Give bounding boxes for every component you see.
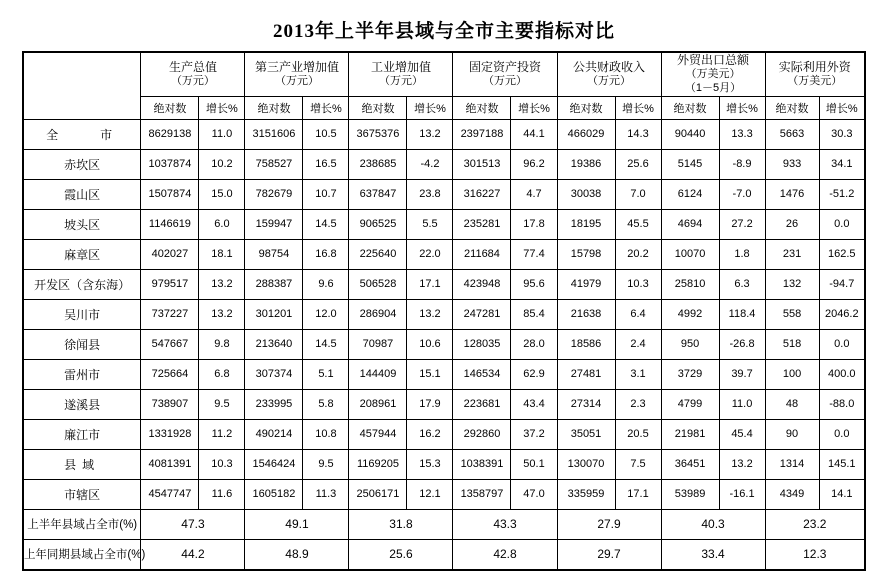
cell-absolute: 1146619 <box>141 209 199 239</box>
cell-growth: 14.3 <box>615 119 661 149</box>
cell-growth: 9.6 <box>303 269 349 299</box>
subheader-growth: 增长% <box>615 96 661 119</box>
summary-cell: 48.9 <box>245 539 349 570</box>
cell-growth: 22.0 <box>407 239 453 269</box>
table-row <box>23 479 865 509</box>
column-group-exports-name: 外贸出口总额 <box>677 53 750 67</box>
cell-growth: 2046.2 <box>819 299 865 329</box>
cell-absolute: 558 <box>765 299 819 329</box>
cell-absolute: 208961 <box>349 389 407 419</box>
column-group-industry-name: 工业增加值 <box>370 59 431 74</box>
column-group-exports <box>661 52 765 96</box>
cell-growth: 10.6 <box>407 329 453 359</box>
cell-absolute: 737227 <box>141 299 199 329</box>
cell-absolute: 25810 <box>661 269 719 299</box>
subheader-absolute: 绝对数 <box>661 96 719 119</box>
cell-absolute: 3675376 <box>349 119 407 149</box>
cell-absolute: 231 <box>765 239 819 269</box>
cell-growth: 0.0 <box>819 419 865 449</box>
cell-absolute: 1331928 <box>141 419 199 449</box>
table-row <box>23 359 865 389</box>
cell-absolute: 48 <box>765 389 819 419</box>
cell-absolute: 547667 <box>141 329 199 359</box>
cell-growth: 28.0 <box>511 329 557 359</box>
column-group-gdp-unit: （万元） <box>170 74 215 87</box>
cell-absolute: 933 <box>765 149 819 179</box>
cell-growth: -7.0 <box>719 179 765 209</box>
cell-absolute: 130070 <box>557 449 615 479</box>
cell-absolute: 235281 <box>453 209 511 239</box>
cell-absolute: 423948 <box>453 269 511 299</box>
cell-absolute: 132 <box>765 269 819 299</box>
cell-absolute: 36451 <box>661 449 719 479</box>
cell-absolute: 1169205 <box>349 449 407 479</box>
cell-growth: -94.7 <box>819 269 865 299</box>
cell-absolute: 286904 <box>349 299 407 329</box>
table-row <box>23 119 865 149</box>
summary-cell: 40.3 <box>661 509 765 539</box>
summary-cell: 43.3 <box>453 509 557 539</box>
cell-growth: 14.1 <box>819 479 865 509</box>
summary-row-label: 上半年县域占全市(%) <box>23 509 141 539</box>
column-group-fiscal-revenue-unit: （万元） <box>587 74 631 87</box>
cell-growth: 62.9 <box>511 359 557 389</box>
cell-growth: 5.8 <box>303 389 349 419</box>
cell-growth: 45.5 <box>615 209 661 239</box>
cell-growth: 12.0 <box>303 299 349 329</box>
cell-absolute: 53989 <box>661 479 719 509</box>
table-header <box>23 52 865 119</box>
cell-absolute: 225640 <box>349 239 407 269</box>
cell-absolute: 21638 <box>557 299 615 329</box>
cell-absolute: 725664 <box>141 359 199 389</box>
cell-absolute: 518 <box>765 329 819 359</box>
cell-absolute: 213640 <box>245 329 303 359</box>
column-group-tertiary <box>245 52 349 96</box>
cell-absolute: 1605182 <box>245 479 303 509</box>
cell-growth: 9.5 <box>303 449 349 479</box>
cell-growth: -51.2 <box>819 179 865 209</box>
cell-growth: 145.1 <box>819 449 865 479</box>
cell-absolute: 457944 <box>349 419 407 449</box>
cell-growth: 400.0 <box>819 359 865 389</box>
cell-growth: 14.5 <box>303 209 349 239</box>
column-group-exports-period: （1－5月） <box>684 81 742 94</box>
table-row <box>23 179 865 209</box>
cell-growth: 13.2 <box>407 119 453 149</box>
cell-absolute: 5145 <box>661 149 719 179</box>
summary-row <box>23 509 865 539</box>
column-group-fiscal-revenue-name: 公共财政收入 <box>573 59 646 74</box>
cell-growth: 162.5 <box>819 239 865 269</box>
cell-growth: 15.0 <box>199 179 245 209</box>
cell-growth: 5.5 <box>407 209 453 239</box>
cell-absolute: 35051 <box>557 419 615 449</box>
row-label: 赤坎区 <box>23 149 141 179</box>
cell-absolute: 1037874 <box>141 149 199 179</box>
row-label: 廉江市 <box>23 419 141 449</box>
summary-row <box>23 539 865 570</box>
cell-growth: 11.0 <box>199 119 245 149</box>
cell-growth: 7.0 <box>615 179 661 209</box>
cell-absolute: 2397188 <box>453 119 511 149</box>
table-row <box>23 449 865 479</box>
table-row <box>23 239 865 269</box>
cell-growth: 17.1 <box>407 269 453 299</box>
cell-growth: 10.3 <box>199 449 245 479</box>
summary-cell: 33.4 <box>661 539 765 570</box>
cell-growth: 11.3 <box>303 479 349 509</box>
cell-absolute: 466029 <box>557 119 615 149</box>
cell-growth: 10.7 <box>303 179 349 209</box>
cell-absolute: 10070 <box>661 239 719 269</box>
summary-cell: 31.8 <box>349 509 453 539</box>
cell-absolute: 402027 <box>141 239 199 269</box>
summary-cell: 49.1 <box>245 509 349 539</box>
cell-growth: 95.6 <box>511 269 557 299</box>
cell-growth: 6.8 <box>199 359 245 389</box>
cell-absolute: 128035 <box>453 329 511 359</box>
cell-growth: 39.7 <box>719 359 765 389</box>
row-label: 县域 <box>23 449 141 479</box>
cell-absolute: 30038 <box>557 179 615 209</box>
cell-growth: 18.1 <box>199 239 245 269</box>
cell-growth: 2.4 <box>615 329 661 359</box>
cell-absolute: 1507874 <box>141 179 199 209</box>
cell-growth: 10.3 <box>615 269 661 299</box>
cell-absolute: 292860 <box>453 419 511 449</box>
table-body <box>23 119 865 570</box>
cell-growth: 77.4 <box>511 239 557 269</box>
cell-absolute: 1038391 <box>453 449 511 479</box>
cell-absolute: 637847 <box>349 179 407 209</box>
cell-absolute: 223681 <box>453 389 511 419</box>
cell-absolute: 41979 <box>557 269 615 299</box>
cell-absolute: 5663 <box>765 119 819 149</box>
table-row <box>23 329 865 359</box>
cell-absolute: 8629138 <box>141 119 199 149</box>
cell-growth: 25.6 <box>615 149 661 179</box>
subheader-growth: 增长% <box>819 96 865 119</box>
summary-row-label: 上年同期县域占全市(%) <box>23 539 141 570</box>
cell-growth: 23.8 <box>407 179 453 209</box>
column-group-exports-unit: （万美元） <box>685 68 741 80</box>
cell-growth: 45.4 <box>719 419 765 449</box>
cell-growth: 10.2 <box>199 149 245 179</box>
cell-growth: -4.2 <box>407 149 453 179</box>
cell-growth: 0.0 <box>819 209 865 239</box>
column-group-industry-unit: （万元） <box>378 74 423 87</box>
cell-growth: 11.0 <box>719 389 765 419</box>
subheader-growth: 增长% <box>303 96 349 119</box>
column-group-gdp <box>141 52 245 96</box>
cell-growth: 13.2 <box>199 269 245 299</box>
cell-absolute: 490214 <box>245 419 303 449</box>
subheader-growth: 增长% <box>511 96 557 119</box>
column-group-fixed-investment-name: 固定资产投资 <box>468 59 541 74</box>
table-row <box>23 299 865 329</box>
column-group-fdi-unit: （万美元） <box>787 74 843 87</box>
cell-growth: 13.2 <box>719 449 765 479</box>
cell-absolute: 1314 <box>765 449 819 479</box>
cell-growth: 85.4 <box>511 299 557 329</box>
cell-growth: 20.5 <box>615 419 661 449</box>
cell-growth: 13.2 <box>407 299 453 329</box>
cell-growth: 27.2 <box>719 209 765 239</box>
subheader-absolute: 绝对数 <box>141 96 199 119</box>
cell-absolute: 238685 <box>349 149 407 179</box>
cell-growth: 20.2 <box>615 239 661 269</box>
cell-absolute: 506528 <box>349 269 407 299</box>
table-row <box>23 149 865 179</box>
column-group-fixed-investment-unit: （万元） <box>482 74 527 87</box>
column-group-tertiary-unit: （万元） <box>274 74 319 87</box>
cell-absolute: 4349 <box>765 479 819 509</box>
cell-growth: 11.6 <box>199 479 245 509</box>
cell-absolute: 233995 <box>245 389 303 419</box>
cell-absolute: 950 <box>661 329 719 359</box>
cell-growth: 17.8 <box>511 209 557 239</box>
cell-growth: 50.1 <box>511 449 557 479</box>
cell-growth: 3.1 <box>615 359 661 389</box>
sub-header-row <box>23 96 865 119</box>
cell-growth: -8.9 <box>719 149 765 179</box>
cell-absolute: 2506171 <box>349 479 407 509</box>
table-row <box>23 419 865 449</box>
cell-absolute: 159947 <box>245 209 303 239</box>
subheader-growth: 增长% <box>199 96 245 119</box>
cell-growth: 118.4 <box>719 299 765 329</box>
subheader-growth: 增长% <box>719 96 765 119</box>
cell-absolute: 18195 <box>557 209 615 239</box>
cell-absolute: 738907 <box>141 389 199 419</box>
table-row <box>23 209 865 239</box>
cell-growth: 13.2 <box>199 299 245 329</box>
cell-absolute: 27481 <box>557 359 615 389</box>
summary-cell: 29.7 <box>557 539 661 570</box>
summary-cell: 44.2 <box>141 539 245 570</box>
cell-absolute: 211684 <box>453 239 511 269</box>
cell-absolute: 90 <box>765 419 819 449</box>
cell-absolute: 3729 <box>661 359 719 389</box>
cell-growth: 37.2 <box>511 419 557 449</box>
cell-growth: 34.1 <box>819 149 865 179</box>
cell-absolute: 21981 <box>661 419 719 449</box>
row-label: 全 市 <box>23 119 141 149</box>
cell-growth: 6.3 <box>719 269 765 299</box>
row-label: 市辖区 <box>23 479 141 509</box>
cell-absolute: 90440 <box>661 119 719 149</box>
column-group-industry <box>349 52 453 96</box>
cell-absolute: 307374 <box>245 359 303 389</box>
row-label: 吴川市 <box>23 299 141 329</box>
cell-growth: 12.1 <box>407 479 453 509</box>
summary-cell: 12.3 <box>765 539 865 570</box>
cell-growth: 96.2 <box>511 149 557 179</box>
cell-absolute: 6124 <box>661 179 719 209</box>
cell-growth: 6.4 <box>615 299 661 329</box>
cell-absolute: 18586 <box>557 329 615 359</box>
cell-growth: 0.0 <box>819 329 865 359</box>
subheader-absolute: 绝对数 <box>245 96 303 119</box>
summary-cell: 25.6 <box>349 539 453 570</box>
cell-growth: 7.5 <box>615 449 661 479</box>
cell-growth: 15.1 <box>407 359 453 389</box>
row-label: 麻章区 <box>23 239 141 269</box>
cell-growth: 47.0 <box>511 479 557 509</box>
column-group-tertiary-name: 第三产业增加值 <box>254 59 339 74</box>
cell-growth: 5.1 <box>303 359 349 389</box>
cell-growth: 9.5 <box>199 389 245 419</box>
cell-absolute: 1476 <box>765 179 819 209</box>
indicator-comparison-table <box>22 51 866 571</box>
cell-absolute: 906525 <box>349 209 407 239</box>
summary-cell: 42.8 <box>453 539 557 570</box>
cell-growth: 16.5 <box>303 149 349 179</box>
cell-growth: 17.1 <box>615 479 661 509</box>
cell-absolute: 316227 <box>453 179 511 209</box>
cell-growth: 4.7 <box>511 179 557 209</box>
cell-growth: 10.8 <box>303 419 349 449</box>
header-corner <box>23 52 141 119</box>
cell-absolute: 26 <box>765 209 819 239</box>
cell-absolute: 4547747 <box>141 479 199 509</box>
cell-absolute: 758527 <box>245 149 303 179</box>
cell-absolute: 4694 <box>661 209 719 239</box>
column-group-fixed-investment <box>453 52 557 96</box>
cell-growth: 9.8 <box>199 329 245 359</box>
cell-absolute: 3151606 <box>245 119 303 149</box>
column-group-fdi <box>765 52 865 96</box>
cell-absolute: 27314 <box>557 389 615 419</box>
cell-growth: 44.1 <box>511 119 557 149</box>
summary-cell: 47.3 <box>141 509 245 539</box>
cell-growth: 14.5 <box>303 329 349 359</box>
cell-absolute: 301513 <box>453 149 511 179</box>
row-label: 雷州市 <box>23 359 141 389</box>
cell-growth: 10.5 <box>303 119 349 149</box>
cell-absolute: 1358797 <box>453 479 511 509</box>
cell-growth: 43.4 <box>511 389 557 419</box>
cell-absolute: 144409 <box>349 359 407 389</box>
cell-absolute: 19386 <box>557 149 615 179</box>
column-group-gdp-name: 生产总值 <box>168 59 217 74</box>
cell-absolute: 288387 <box>245 269 303 299</box>
cell-growth: 13.3 <box>719 119 765 149</box>
row-label: 开发区（含东海） <box>23 269 141 299</box>
cell-growth: -26.8 <box>719 329 765 359</box>
cell-absolute: 100 <box>765 359 819 389</box>
cell-absolute: 979517 <box>141 269 199 299</box>
cell-absolute: 4799 <box>661 389 719 419</box>
cell-growth: 30.3 <box>819 119 865 149</box>
cell-absolute: 15798 <box>557 239 615 269</box>
cell-absolute: 782679 <box>245 179 303 209</box>
subheader-absolute: 绝对数 <box>453 96 511 119</box>
cell-growth: 17.9 <box>407 389 453 419</box>
cell-growth: 15.3 <box>407 449 453 479</box>
subheader-absolute: 绝对数 <box>349 96 407 119</box>
cell-growth: 16.8 <box>303 239 349 269</box>
page-title: 2013年上半年县域与全市主要指标对比 <box>272 21 615 42</box>
cell-growth: -88.0 <box>819 389 865 419</box>
summary-cell: 23.2 <box>765 509 865 539</box>
cell-absolute: 70987 <box>349 329 407 359</box>
row-label: 坡头区 <box>23 209 141 239</box>
cell-growth: 1.8 <box>719 239 765 269</box>
table-row <box>23 269 865 299</box>
cell-absolute: 301201 <box>245 299 303 329</box>
cell-growth: -16.1 <box>719 479 765 509</box>
cell-growth: 16.2 <box>407 419 453 449</box>
summary-cell: 27.9 <box>557 509 661 539</box>
row-label: 遂溪县 <box>23 389 141 419</box>
subheader-absolute: 绝对数 <box>765 96 819 119</box>
column-group-fiscal-revenue <box>557 52 661 96</box>
subheader-absolute: 绝对数 <box>557 96 615 119</box>
cell-absolute: 98754 <box>245 239 303 269</box>
cell-absolute: 1546424 <box>245 449 303 479</box>
cell-growth: 6.0 <box>199 209 245 239</box>
table-row <box>23 389 865 419</box>
cell-growth: 2.3 <box>615 389 661 419</box>
row-label: 霞山区 <box>23 179 141 209</box>
cell-absolute: 146534 <box>453 359 511 389</box>
cell-growth: 11.2 <box>199 419 245 449</box>
cell-absolute: 4992 <box>661 299 719 329</box>
row-label: 徐闻县 <box>23 329 141 359</box>
cell-absolute: 247281 <box>453 299 511 329</box>
subheader-growth: 增长% <box>407 96 453 119</box>
cell-absolute: 4081391 <box>141 449 199 479</box>
column-group-fdi-name: 实际利用外资 <box>778 59 851 74</box>
cell-absolute: 335959 <box>557 479 615 509</box>
